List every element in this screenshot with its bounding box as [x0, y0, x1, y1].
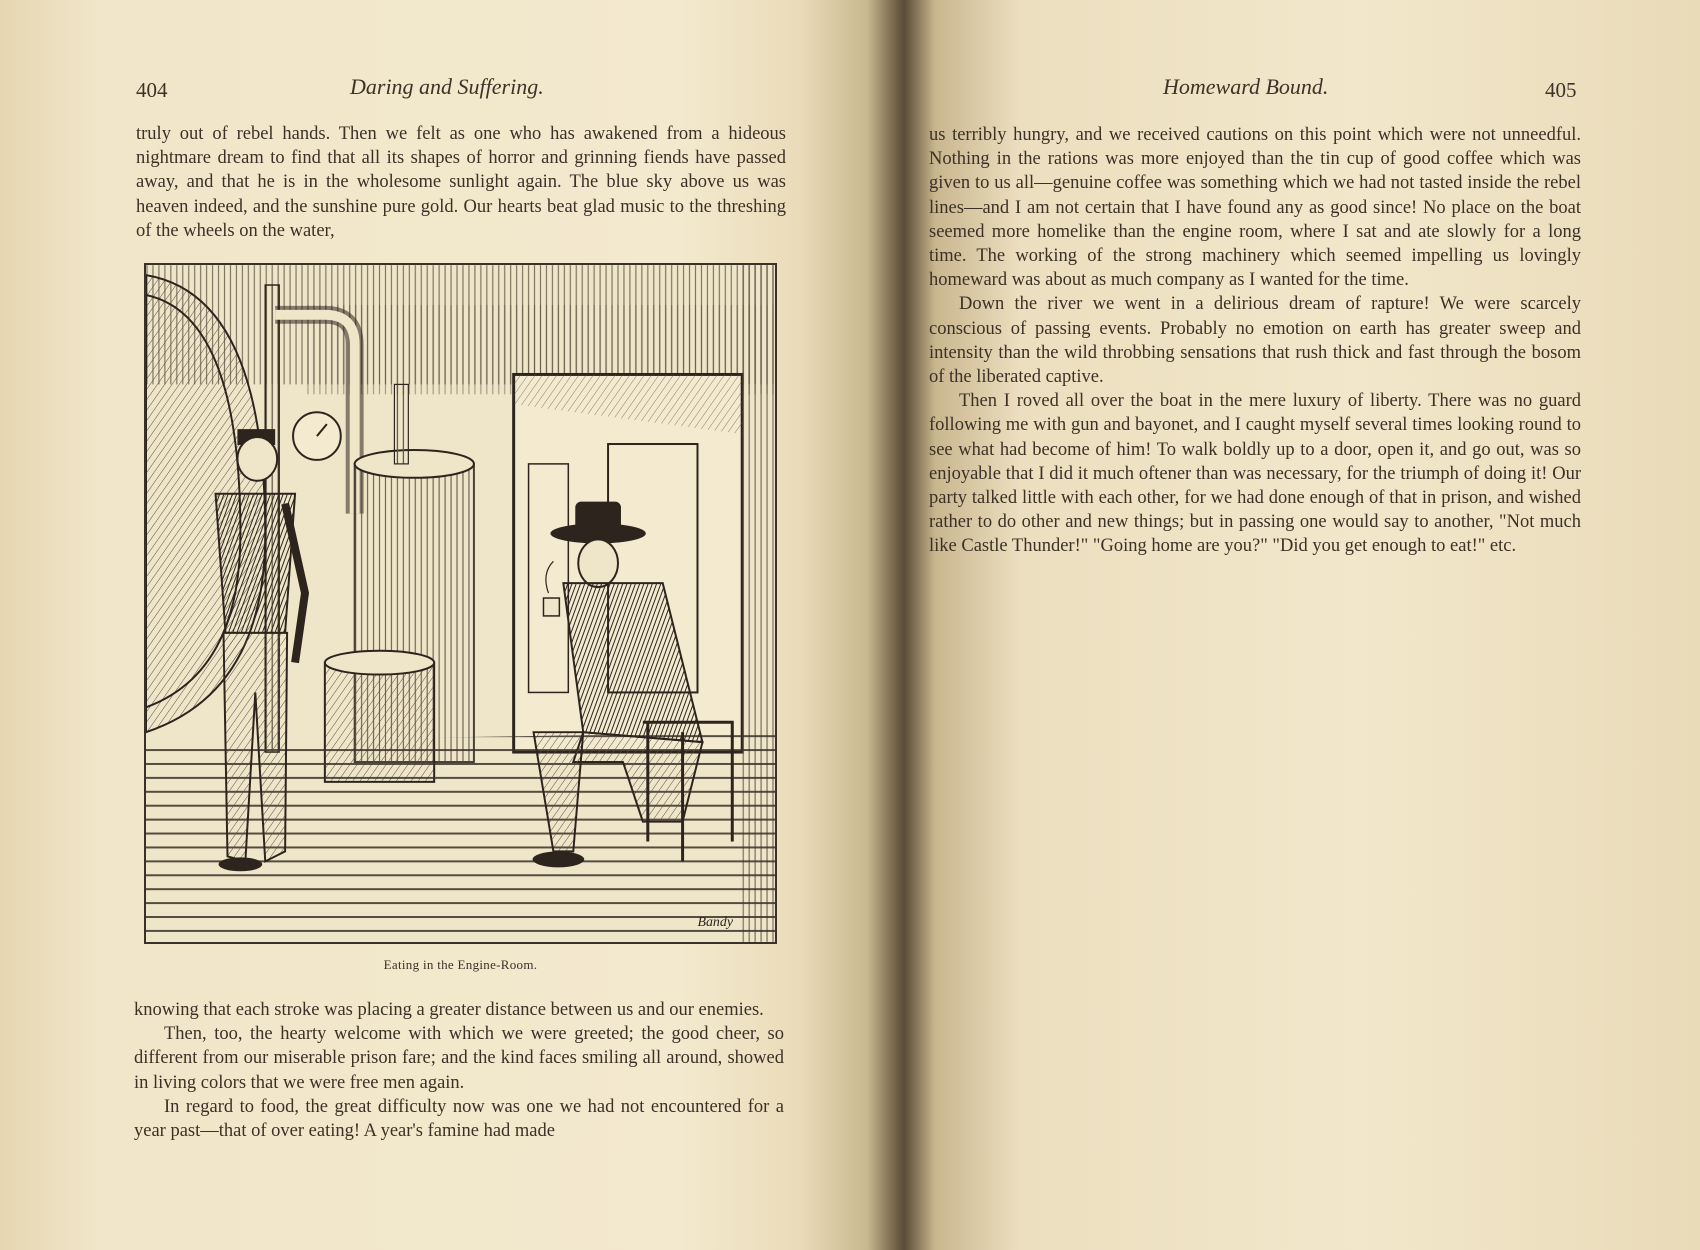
- left-running-head: Daring and Suffering.: [350, 74, 544, 99]
- paragraph: us terribly hungry, and we received cautions on this point which were not unneedful. Nothing in the rations was more enjoyed than the tin cup of good coffee which was given to us all—genuine coffee was something which we had not tasted inside the rebel lines—and I am not certain that I have found any as good since! No place on the boat seemed more homelike than the engine room, where I sat and ate slowly for a long time. The working of the strong machinery which seemed impelling us lovingly homeward was about as much company as I wanted for the time.: [929, 125, 1581, 291]
- right-running-head: Homeward Bound.: [1163, 74, 1329, 99]
- right-page: [855, 0, 1700, 1250]
- right-page-number: 405: [1545, 78, 1577, 102]
- artist-signature: Bandy: [697, 914, 734, 930]
- paragraph: In regard to food, the great difficulty now was one we had not encountered for a year past—that of over eating! A year's famine had made: [134, 1096, 784, 1142]
- left-bottom-text: [134, 998, 784, 1143]
- engraving-drawing: [146, 265, 775, 942]
- figure-caption: Eating in the Engine-Room.: [383, 957, 538, 972]
- paragraph: Then I roved all over the boat in the mere luxury of liberty. There was no guard following me with gun and bayonet, and I caught myself several times looking round to see what had become of him! To walk boldly up to a door, open it, and go out, was so enjoyable that I did it much oftener than was necessary, for the triumph of doing it! Our party talked little with each other, for we had done enough of that in prison, and wished rather to do other and new things; but in passing one would say to another, "Not much like Castle Thunder!" "Going home are you?" "Did you get enough to eat!" etc.: [929, 391, 1581, 557]
- paragraph: Then, too, the hearty welcome with which we were greeted; the good cheer, so different from our miserable prison fare; and the kind faces smiling all around, showed in living colors that we were free men again.: [134, 1024, 784, 1093]
- left-page-number: 404: [136, 78, 168, 102]
- left-top-text: [136, 122, 786, 243]
- paragraph: Down the river we went in a delirious dream of rapture! We were scarcely conscious of passing events. Probably no emotion on earth has greater sweep and intensity than the wild throbbing sensations that rush thick and fast through the bosom of the liberated captive.: [929, 294, 1581, 388]
- engine-room-illustration: [144, 263, 777, 944]
- left-page: [0, 0, 845, 1250]
- right-text: [929, 123, 1581, 559]
- paragraph: knowing that each stroke was placing a greater distance between us and our enemies.: [134, 1000, 764, 1020]
- paragraph: truly out of rebel hands. Then we felt as one who has awakened from a hideous nightmare dream to find that all its shapes of horror and grinning fiends have passed away, and that he is in the wholesome sunlight again. The blue sky above us was heaven indeed, and the sunshine pure gold. Our hearts beat glad music to the threshing of the wheels on the water,: [136, 124, 786, 241]
